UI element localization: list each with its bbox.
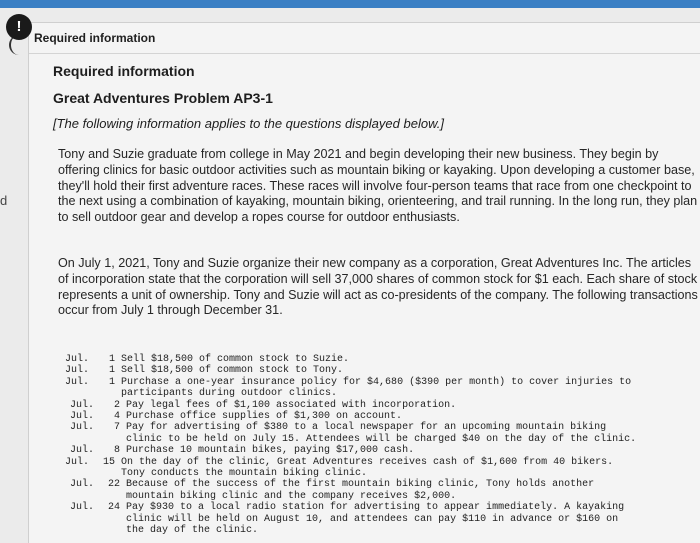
transaction-row — [65, 479, 700, 502]
panel-header-title: Required information — [34, 31, 156, 45]
top-accent-bar — [0, 0, 700, 8]
transaction-text: 8 Purchase 10 mountain bikes, paying $17,000 cash. — [108, 445, 415, 457]
transaction-text: 1 Sell $18,500 of common stock to Tony. — [103, 365, 344, 377]
transaction-date: Jul. — [70, 445, 95, 457]
transaction-date: Jul. — [70, 422, 95, 434]
transaction-text: 1 Purchase a one-year insurance policy for $4,680 ($390 per month) to cover injuries to participants during outdoor clinics. — [109, 376, 632, 400]
transaction-date: Jul. — [65, 456, 90, 468]
transaction-date: Jul. — [65, 365, 90, 377]
transaction-row — [65, 411, 700, 422]
transaction-text: 2 Pay legal fees of $1,100 associated with incorporation. — [108, 399, 457, 411]
transaction-row — [65, 445, 700, 456]
transaction-row — [65, 354, 700, 365]
transaction-date: Jul. — [65, 354, 90, 365]
required-information-panel — [28, 22, 700, 543]
transaction-date: Jul. — [70, 411, 95, 423]
required-info-heading: Required information — [53, 63, 195, 79]
transaction-date: Jul. — [70, 479, 95, 491]
transaction-date: Jul. — [70, 502, 95, 514]
transaction-text: 24 Pay $930 to a local radio station for advertising to appear immediately. A kayaking clinic will be held on August 10, and attendees can pay $110 in advance or $160 on the day of the clinic. — [108, 502, 625, 537]
panel-header — [29, 23, 700, 54]
transaction-text: 4 Purchase office supplies of $1,300 on account. — [108, 411, 403, 423]
transaction-text: 15 On the day of the clinic, Great Adventures receives cash of $1,600 from 40 bikers. Tony conducts the mountain biking clinic. — [103, 456, 614, 480]
transaction-row — [65, 400, 700, 411]
transaction-text: 7 Pay for advertising of $380 to a local newspaper for an upcoming mountain biking clinic to be held on July 15. Attendees will be charged $40 on the day of the clinic. — [114, 422, 637, 445]
problem-title: Great Adventures Problem AP3-1 — [53, 90, 273, 106]
transaction-row — [65, 502, 700, 536]
transaction-row — [65, 365, 700, 376]
organization-paragraph: On July 1, 2021, Tony and Suzie organize their new company as a corporation, Great Adventures Inc. The articles of incorporation state that the corporation will sell 37,000 shares of common stock for $1 each. Each share of stock represents a unit of ownership. Tony and Suzie will act as co-presidents of the company. The following transactions occur from July 1 through December 31. — [58, 256, 698, 318]
transaction-row — [65, 377, 700, 400]
transaction-date: Jul. — [70, 399, 95, 411]
intro-note: [The following information applies to the questions displayed below.] — [53, 116, 444, 131]
info-icon[interactable]: ! — [6, 14, 32, 40]
transaction-date: Jul. — [65, 376, 90, 388]
transaction-text: 22 Because of the success of the first mountain biking clinic, Tony holds another mountain biking clinic and the company receives $2,000. — [108, 479, 595, 502]
transaction-text: 1 Sell $18,500 of common stock to Suzie. — [103, 354, 350, 365]
transactions-list — [65, 354, 700, 537]
transaction-row — [65, 422, 700, 445]
side-letter: d — [0, 193, 8, 208]
transaction-row — [65, 457, 700, 480]
intro-paragraph: Tony and Suzie graduate from college in May 2021 and begin developing their new business. They begin by offering clinics for basic outdoor activities such as mountain biking or kayaking. Upon developing a customer base, they'll hold their first adventure races. These races will involve four-person teams that race from one checkpoint to the next using a combination of kayaking, mountain biking, orienteering, and trail running. In the long run, they plan to sell outdoor gear and develop a ropes course for outdoor enthusiasts. — [58, 147, 698, 225]
